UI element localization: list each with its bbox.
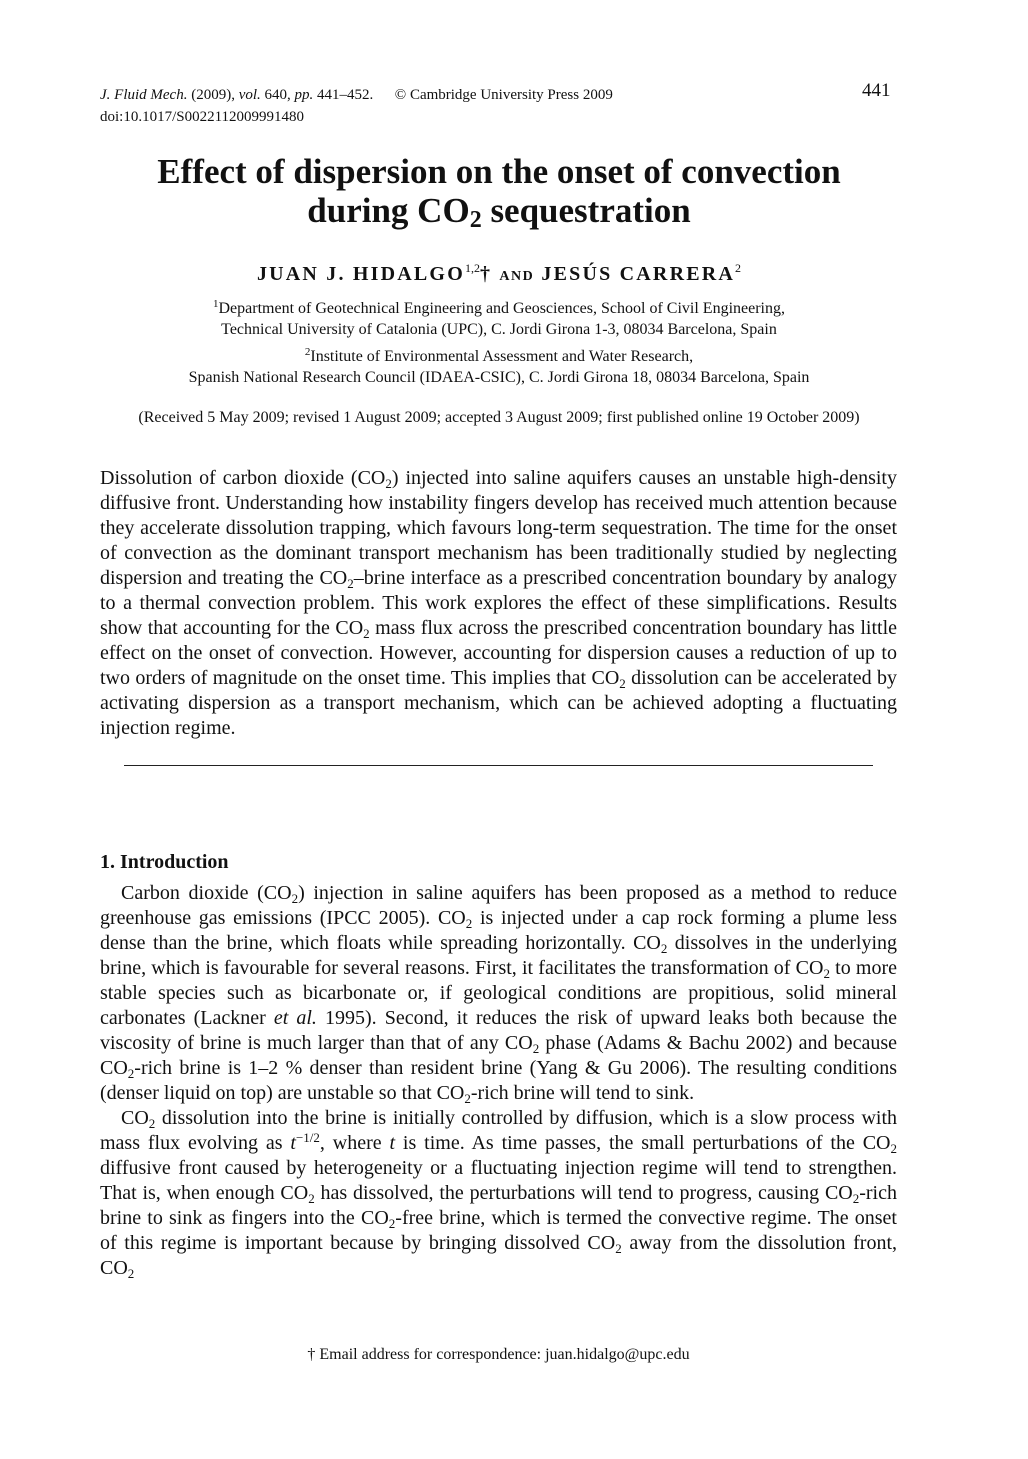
affiliation-1: $^1$Department of Geotechnical Engineering and Geosciences, School of Civil Engineering, Technical University of Catalonia (UPC), C. Jordi Girona 1-3, 08034 Barcelona, Spain bbox=[213, 298, 785, 338]
doi: doi:10.1017/S0022112009991480 bbox=[100, 109, 305, 125]
copyright-notice: © Cambridge University Press 2009 bbox=[394, 87, 613, 103]
pages-label: pp. bbox=[294, 87, 314, 103]
page-range: 441–452. bbox=[317, 87, 374, 103]
title-line-1: Effect of dispersion on the onset of convection bbox=[157, 152, 841, 191]
running-header bbox=[100, 84, 613, 128]
author-1: JUAN J. HIDALGO bbox=[256, 263, 465, 285]
author-conjunction: AND bbox=[499, 269, 535, 284]
title-line-2: during $CO_2$ sequestration bbox=[307, 191, 691, 233]
received-dates: (Received 5 May 2009; revised 1 August 2009; accepted 3 August 2009; first published online 19 October 2009) bbox=[138, 409, 860, 426]
intro-paragraph-1: Carbon dioxide $(CO_2)$ injection in saline aquifers has been proposed as a method to reduce greenhouse gas emissions (IPCC 2005). $CO_2$ is injected under a cap rock forming a plume less dense than the brine, which floats while spreading horizontally. $CO_2$ dissolves in the underlying brine, which is favourable for several reasons. First, it facilitates the transformation of $CO_2$ to more stable species such as bicarbonate or, if geological conditions are propitious, solid mineral carbonates (Lackner et al. 1995). Second, it reduces the risk of upward leaks both because the viscosity of brine is much larger than that of any $CO_2$ phase (Adams & Bachu 2002) and because $CO_2$-rich brine is 1–2 % denser than resident brine (Yang & Gu 2006). The resulting conditions (denser liquid on top) are unstable so that $CO_2$-rich brine will tend to sink. bbox=[100, 882, 898, 1106]
section-heading: 1. Introduction bbox=[100, 851, 229, 873]
page-number: 441 bbox=[862, 80, 891, 101]
correspondence-footnote: † Email address for correspondence: juan.hidalgo@upc.edu bbox=[307, 1346, 690, 1363]
journal-year: (2009), bbox=[191, 87, 235, 103]
citation-line bbox=[100, 84, 613, 106]
author-list bbox=[80, 261, 918, 286]
intro-paragraph-2: $CO_2$ dissolution into the brine is initially controlled by diffusion, which is a slow process with mass flux evolving as $t^{-1/2}$, where t is time. As time passes, the small perturbations of the $CO_2$ diffusive front caused by heterogeneity or a fluctuating injection regime will tend to strengthen. That is, when enough $CO_2$ has dissolved, the perturbations will tend to progress, causing $CO_2$-rich brine to sink as fingers into the $CO_2$-free brine, which is termed the convective regime. The onset of this regime is important because by bringing dissolved $CO_2$ away from the dissolution front, $CO_2$ bbox=[100, 1107, 898, 1281]
abstract-divider bbox=[124, 765, 873, 766]
author-1-affiliation: 1,2 bbox=[464, 261, 480, 275]
abstract: Dissolution of carbon dioxide $(CO_2)$ injected into saline aquifers causes an unstable high-density diffusive front. Understanding how instability fingers develop has received much attention because they accelerate dissolution trapping, which favours long-term sequestration. The time for the onset of convection as the dominant transport mechanism has been traditionally studied by neglecting dispersion and treating the $CO_2$–brine interface as a prescribed concentration boundary by analogy to a thermal convection problem. This work explores the effect of these simplifications. Results show that accounting for the $CO_2$ mass flux across the prescribed concentration boundary has little effect on the onset of convection. However, accounting for dispersion causes a reduction of up to two orders of magnitude on the onset time. This implies that $CO_2$ dissolution can be accelerated by activating dispersion as a transport mechanism, which can be achieved adopting a fluctuating injection regime. bbox=[100, 467, 897, 739]
author-2-affiliation: 2 bbox=[735, 261, 742, 275]
introduction-body bbox=[100, 881, 897, 1281]
volume-label: vol. bbox=[238, 87, 261, 103]
dagger-mark: † bbox=[479, 263, 493, 285]
author-2: JESÚS CARRERA bbox=[541, 263, 736, 285]
paper-title bbox=[80, 152, 918, 240]
journal-name: J. Fluid Mech. bbox=[100, 87, 188, 103]
affiliation-2: $^2$Institute of Environmental Assessment and Water Research, Spanish National Research Council (IDAEA-CSIC), C. Jordi Girona 18, 08034 Barcelona, Spain bbox=[188, 346, 810, 386]
volume-number: 640, bbox=[264, 87, 291, 103]
